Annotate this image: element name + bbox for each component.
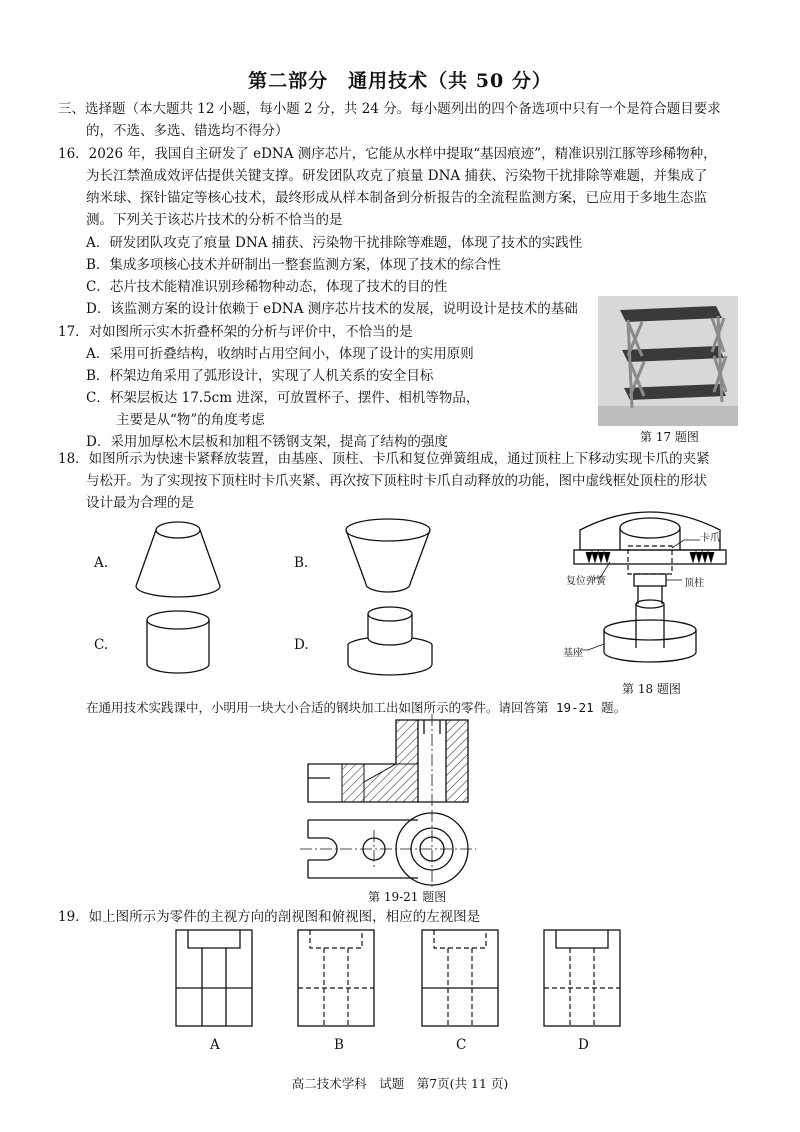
q18-stem-1: 18．如图所示为快速卡紧释放装置，由基座、顶柱、卡爪和复位弹簧组成，通过顶柱上下移动实现卡爪的夹紧 [58,451,710,467]
page-footer: 高二技术学科 试题 第7页(共 11 页) [291,1076,509,1091]
left-view-option-d[interactable] [542,928,624,1030]
q18-label-a[interactable]: A. [94,555,109,571]
q16-stem-1: 16．2026 年，我国自主研发了 eDNA 测序芯片，它能从水样中提取“基因痕迹”，精准识别江豚等珍稀物种， [58,146,717,162]
q18-stem-3: 设计最为合理的是 [86,495,194,511]
clamp-device-diagram [560,500,740,680]
fig19-caption: 第 19-21 题图 [368,890,447,904]
q18-label-c[interactable]: C. [94,637,109,653]
q19-label-c[interactable]: C [456,1037,467,1053]
page-title: 第二部分 通用技术（共 50 分） [248,70,552,92]
section-heading-cont: 的，不选、多选、错选均不得分） [86,123,289,139]
left-view-option-c[interactable] [420,928,502,1030]
label-column: 顶柱 [684,578,704,589]
q18-figure-caption: 第 18 题图 [622,682,681,696]
stepped-cylinder-shape[interactable] [338,600,442,684]
label-spring: 复位弹簧 [566,576,606,587]
q17-stem: 17．对如图所示实木折叠杯架的分析与评价中，不恰当的是 [58,324,413,340]
q18-label-b[interactable]: B. [294,555,309,571]
q19-stem: 19．如上图所示为零件的主视方向的剖视图和俯视图，相应的左视图是 [58,909,481,925]
q17-option-a[interactable]: A．采用可折叠结构，收纳时占用空间小，体现了设计的实用原则 [86,346,474,362]
left-view-option-b[interactable] [296,928,378,1030]
cylinder-shape[interactable] [140,608,220,678]
q17-option-c[interactable]: C．杯架层板达 17.5cm 进深，可放置杯子、摆件、相机等物品， [86,390,480,406]
section-heading: 三、选择题（本大题共 12 小题，每小题 2 分，共 24 分。每小题列出的四个备选项中只有一个是符合题目要求 [58,101,721,117]
label-base: 基座 [563,648,583,659]
q19-21-intro: 在通用技术实践课中，小明用一块大小合适的钢块加工出如图所示的零件。请回答第 19-21 题。 [86,700,627,715]
label-claw: 卡爪 [700,533,720,544]
q16-option-d[interactable]: D．该监测方案的设计依赖于 eDNA 测序芯片技术的发展，说明设计是技术的基础 [86,301,578,317]
frustum-narrow-top-shape[interactable] [128,518,228,600]
q18-stem-2: 与松开。为了实现按下顶柱时卡爪夹紧、再次按下顶柱时卡爪自动释放的功能，图中虚线框处顶柱的形状 [86,473,707,489]
q19-label-a[interactable]: A [210,1037,220,1053]
q16-stem-3: 纳米球、探针锚定等核心技术，最终形成从样本制备到分析报告的全流程监测方案，已应用于多地生态监 [86,190,707,206]
q17-option-b[interactable]: B．杯架边角采用了弧形设计，实现了人机关系的安全目标 [86,368,434,384]
q16-stem-2: 为长江禁渔成效评估提供关键支撑。研发团队攻克了痕量 DNA 捕获、污染物干扰排除等难题，并集成了 [86,168,708,184]
left-view-option-a[interactable] [174,928,256,1030]
q19-label-d[interactable]: D [578,1037,589,1053]
part-drawing [300,718,480,888]
q16-option-c[interactable]: C．芯片技术能精准识别珍稀物种动态，体现了技术的目的性 [86,279,448,295]
q16-stem-4: 测。下列关于该芯片技术的分析不恰当的是 [86,212,343,228]
q19-label-b[interactable]: B [334,1037,344,1053]
q18-label-d[interactable]: D. [294,637,309,653]
q16-option-a[interactable]: A．研发团队攻克了痕量 DNA 捕获、污染物干扰排除等难题，体现了技术的实践性 [86,235,583,251]
q17-option-d[interactable]: D．采用加厚松木层板和加粗不锈钢支架，提高了结构的强度 [86,434,448,450]
q17-figure-caption: 第 17 题图 [640,430,699,444]
cup-rack-photo [598,296,738,426]
q17-option-c-cont: 主要是从“物”的角度考虑 [116,412,265,428]
q16-option-b[interactable]: B．集成多项核心技术并研制出一整套监测方案，体现了技术的综合性 [86,257,501,273]
frustum-inverted-shape[interactable] [338,518,438,600]
